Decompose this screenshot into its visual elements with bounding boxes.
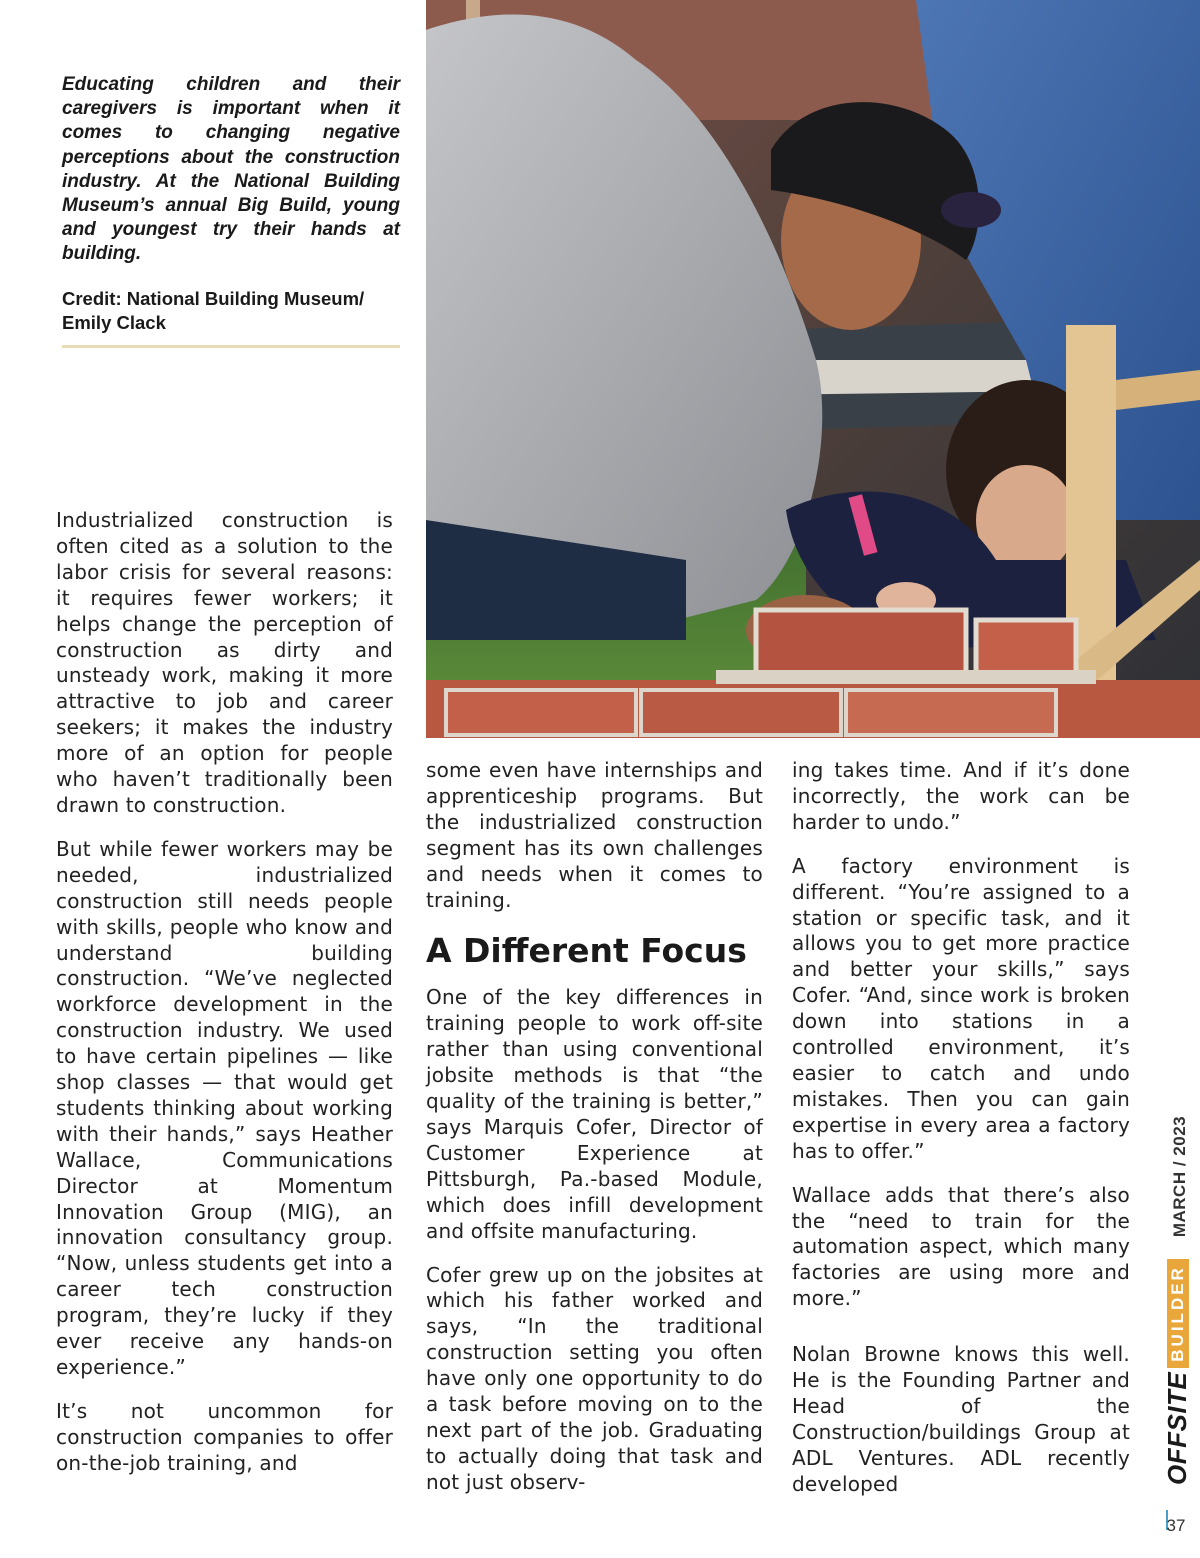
paragraph: A factory environment is different. “You’re assigned to a station or specific task, and it allows you to get more practice and better your skills,” says Cofer. “And, since work is broken down into stations in a controlled environment, it’s easier to catch and undo mistakes. Then you can gain expertise in every area a factory has to offer.” (792, 853, 1130, 1163)
paragraph: Nolan Browne knows this well. He is the Founding Partner and Head of the Construction/buildings Group at ADL Ventures. ADL recently developed (792, 1342, 1130, 1496)
paragraph: Cofer grew up on the jobsites at which his father worked and says, “In the traditional construction setting you often have only one opportunity to do a task before moving on to the next part of the job. Graduating to actually doing that task and not just observ- (426, 1262, 763, 1494)
caption-credit (62, 287, 400, 335)
issue-date: MARCH / 2023 (1169, 1115, 1189, 1238)
caption-divider (62, 345, 400, 348)
caption-text: Educating children and their caregivers is important when it comes to changing negative perceptions about the construction industry. At the National Building Museum’s annual Big Build, young and youngest try their hands at building. (62, 74, 400, 265)
page-number: 37 (1166, 1516, 1186, 1535)
paragraph: Wallace adds that there’s also the “need to train for the automation aspect, which many factories are using more and more.” (792, 1182, 1130, 1311)
article-column-2 (426, 758, 763, 1514)
article-column-1 (56, 508, 393, 1495)
paragraph: Industrialized construction is often cited as a solution to the labor crisis for several reasons: it requires fewer workers; it helps change the perception of construction as dirty and unsteady work, making it more attractive to job and career seekers; it makes the industry more of an option for people who haven’t traditionally been drawn to construction. (56, 508, 393, 817)
section-heading: A Different Focus (426, 931, 747, 971)
photo-caption (62, 73, 400, 335)
brand-offsite: OFFSITE (1162, 1371, 1192, 1485)
caption-credit-line1: Credit: National Building Museum/ (62, 287, 365, 309)
paragraph: some even have internships and apprenticeship programs. But the industrialized construction segment has its own challenges and needs when it comes to training. (426, 758, 763, 912)
magazine-sidebar (1158, 1115, 1192, 1500)
sidebar-rotated-text (1162, 1115, 1200, 1485)
paragraph: But while fewer workers may be needed, industrialized construction still needs people with skills, people who know and understand building construction. “We’ve neglected workforce development in the construction industry. We used to have certain pipelines — like shop classes — that would get students thinking about working with their hands,” says Heather Wallace, Communications Director at Momentum Innovation Group (MIG), an innovation consultancy group. “Now, unless students get into a career tech construction program, they’re lucky if they ever receive any hands-on experience.” (56, 836, 393, 1379)
paragraph: ing takes time. And if it’s done incorrectly, the work can be harder to undo.” (792, 758, 1130, 834)
paragraph: One of the key differences in training people to work off-site rather than using conventional jobsite methods is that “the quality of the training is better,” says Marquis Cofer, Director of Customer Experience at Pittsburgh, Pa.-based Module, which does infill development and offsite manufacturing. (426, 985, 763, 1243)
article-column-3 (792, 758, 1130, 1516)
paragraph: It’s not uncommon for construction companies to offer on-the-job training, and (56, 1398, 393, 1475)
brand-builder: BUILDER (1167, 1259, 1189, 1368)
caption-credit-line2: Emily Clack (62, 311, 166, 333)
bricklaying-photo (426, 0, 1200, 738)
